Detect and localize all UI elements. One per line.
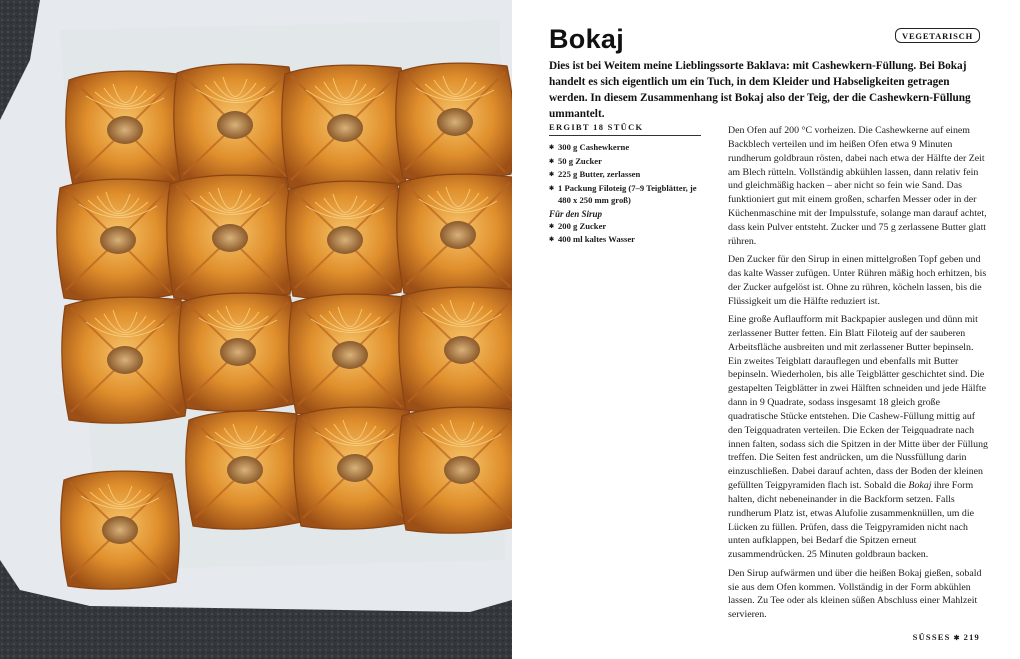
- baklava-piece: [66, 71, 184, 189]
- page-footer: [913, 632, 980, 642]
- baklava-piece: [289, 294, 411, 416]
- baklava-piece: [397, 174, 512, 296]
- ingredient-item: ✱ 200 g Zucker: [549, 221, 701, 233]
- baklava-piece: [167, 175, 293, 301]
- baklava-piece: [396, 63, 512, 181]
- baklava-piece: [186, 411, 304, 529]
- ingredient-item: ✱ 400 ml kaltes Wasser: [549, 234, 701, 246]
- ingredient-item: ✱ 1 Packung Filoteig (7–9 Teigblätter, je 480 x 250 mm groß): [549, 183, 701, 207]
- baklava-piece: [399, 287, 512, 413]
- vegetarian-badge: VEGETARISCH: [895, 28, 980, 43]
- baklava-piece: [62, 297, 188, 423]
- baklava-piece: [57, 179, 179, 301]
- method-step: Eine große Auflaufform mit Backpapier auslegen und dünn mit zerlassener Butter fetten. Ein Blatt Filoteig auf der sauberen Arbeitsfläche ausbreiten und mit zerlassener Butter bepinseln. Ein zweites Teigblatt darauflegen und ebenfalls mit Butter bepinseln. Wiederholen, bis alle Teigblätter geschichtet sind. Die gestapelten Teigblätter in zwei Hälften schneiden und jede Hälfte dann in 9 Quadrate, sodass insgesamt 18 gleich große quadratische Stücke entstehen. Die Cashew-Füllung mittig auf den Teigquadraten verteilen. Die Ecken der Teigquadrate nach innen falten, sodass sich die Spitzen in der Mitte über der Füllung treffen. Die Seiten fest andrücken, um die Nussfüllung darin einzuschließen. Dabei darauf achten, dass der Boden der kleinen gefüllten Teigpyramiden flach ist. Sobald die Bokaj ihre Form halten, dicht nebeneinander in die Backform setzen. Falls rundherum Platz ist, etwas Alufolie zusammenknüllen, um die Lücken zu füllen. Prüfen, dass die Teigpyramiden nicht nach unten aufklappen, bei Bedarf die Spitzen erneut zusammendrücken. 25 Minuten goldbraun backen.: [728, 313, 988, 561]
- yield-heading: ERGIBT 18 STÜCK: [549, 122, 701, 136]
- section-name: SÜSSES: [912, 632, 951, 642]
- baklava-piece: [294, 407, 416, 529]
- baklava-piece: [174, 64, 296, 186]
- recipe-title: Bokaj: [549, 24, 625, 54]
- baklava-piece: [286, 181, 404, 299]
- recipe-page: [512, 0, 1020, 659]
- baklava-piece: [179, 293, 297, 411]
- ingredients-panel: [549, 122, 701, 248]
- method-step: Den Sirup aufwärmen und über die heißen Bokaj gießen, sobald sie aus dem Ofen kommen. Vollständig in der Form abkühlen lassen. Zu Tee oder als kleinen süßen Abschluss einer Mahlzeit servieren.: [728, 567, 982, 621]
- recipe-intro: Dies ist bei Weitem meine Lieblingssorte Baklava: mit Cashewkern-Füllung. Bei Bokaj handelt es sich eigentlich um ein Tuch, in dem Kleider und Habseligkeiten getragen werden. In diesem Zusammenhang ist Bokaj also der Teig, der die Cashewkern-Füllung ummantelt.: [549, 60, 971, 120]
- syrup-ingredient-list: [549, 221, 701, 247]
- ingredient-list: [549, 142, 701, 207]
- ingredient-item: ✱ 225 g Butter, zerlassen: [549, 169, 701, 181]
- page-number: 219: [963, 632, 980, 642]
- baklava-piece: [61, 471, 179, 589]
- ingredient-item: ✱ 300 g Cashewkerne: [549, 142, 701, 154]
- syrup-heading: Für den Sirup: [549, 208, 603, 219]
- ingredient-item: ✱ 50 g Zucker: [549, 156, 701, 168]
- method-step: Den Ofen auf 200 °C vorheizen. Die Cashewkerne auf einem Backblech verteilen und im heißen Ofen etwa 9 Minuten rundherum goldbraun rösten, dabei nach etwa der Hälfte der Zeit am Blech rütteln. Vollständig abkühlen lassen, dann relativ fein und gleichmäßig hacken – aber nicht so fein wie Sand. Das funktioniert gut mit einem großen, scharfen Messer oder in der Küchenmaschine mit der Impulsstufe, solange man darauf achtet, dass kein Pulver entsteht. Zucker und 75 g zerlassene Butter glatt rühren.: [728, 125, 987, 247]
- star-icon: ✱: [953, 634, 961, 642]
- baklava-piece: [282, 65, 408, 191]
- baklava-pieces: [57, 63, 512, 589]
- method-text: [728, 124, 988, 627]
- method-step: Den Zucker für den Sirup in einen mittelgroßen Topf geben und das kalte Wasser zufügen. Unter Rühren mäßig hoch erhitzen, bis der Zucker aufgelöst ist. Ohne zu rühren, köcheln lassen, bis die Flüssigkeit um die Hälfte reduziert ist.: [728, 254, 987, 307]
- baklava-piece: [399, 407, 512, 533]
